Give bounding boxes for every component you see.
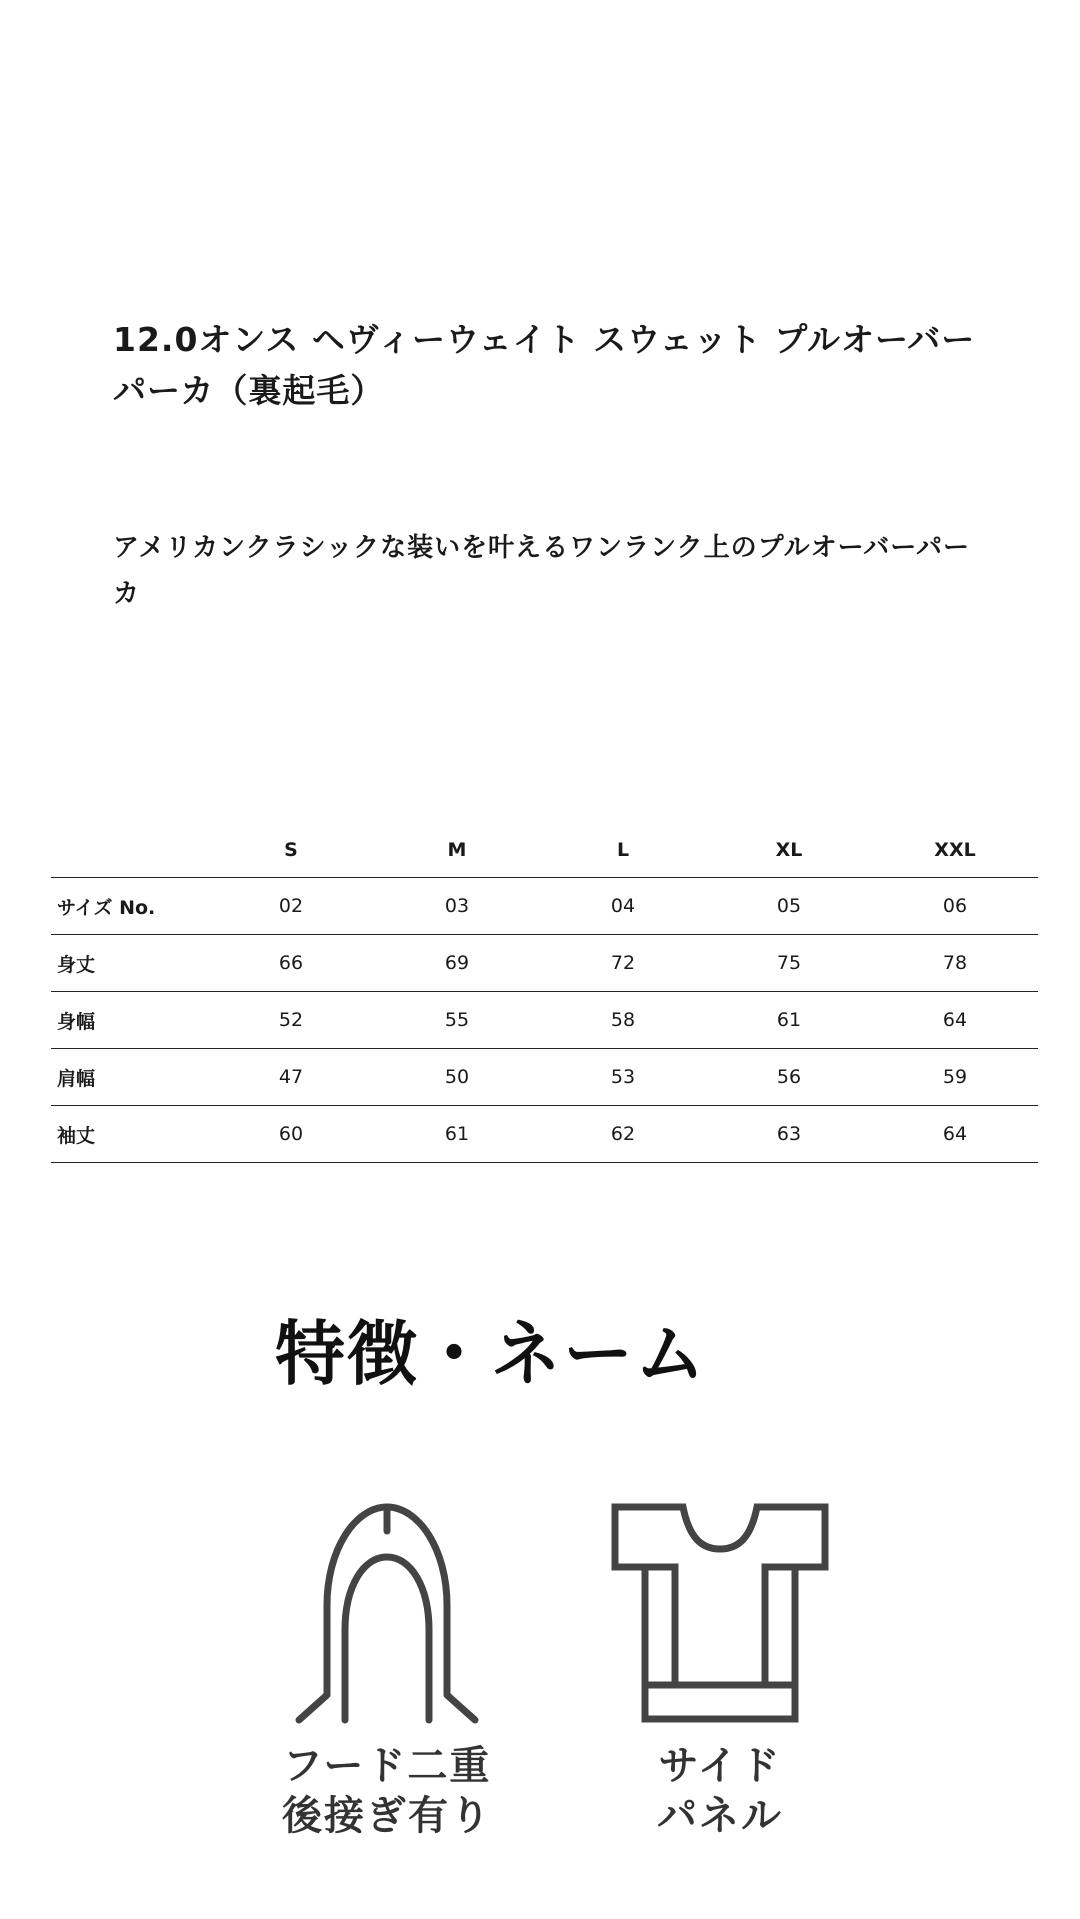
header-size: XXL: [872, 823, 1038, 878]
table-cell: 47: [208, 1049, 374, 1106]
table-row: [51, 1049, 1038, 1106]
table-cell: 55: [374, 992, 540, 1049]
row-label: 肩幅: [51, 1049, 208, 1106]
table-cell: 61: [706, 992, 872, 1049]
table-row: [51, 1106, 1038, 1163]
table-cell: 56: [706, 1049, 872, 1106]
table-cell: 06: [872, 878, 1038, 935]
header-size: M: [374, 823, 540, 878]
side-panel-label: サイド パネル: [657, 1743, 783, 1839]
feature-side-panel: [600, 1495, 840, 1841]
hood-icon: [267, 1495, 507, 1735]
table-cell: 02: [208, 878, 374, 935]
table-cell: 50: [374, 1049, 540, 1106]
table-cell: 72: [540, 935, 706, 992]
table-row: [51, 935, 1038, 992]
row-label: 袖丈: [51, 1106, 208, 1163]
table-cell: 03: [374, 878, 540, 935]
hood-label: フード二重 後接ぎ有り: [282, 1743, 492, 1839]
table-cell: 64: [872, 1106, 1038, 1163]
table-cell: 60: [208, 1106, 374, 1163]
table-cell: 61: [374, 1106, 540, 1163]
size-header-row: [51, 823, 1038, 878]
features-heading: 特徴・ネーム: [275, 1313, 707, 1395]
side-panel-icon: [605, 1495, 835, 1735]
header-size: S: [208, 823, 374, 878]
table-cell: 04: [540, 878, 706, 935]
table-cell: 05: [706, 878, 872, 935]
header-size: XL: [706, 823, 872, 878]
row-label: 身幅: [51, 992, 208, 1049]
table-row: [51, 878, 1038, 935]
table-cell: 59: [872, 1049, 1038, 1106]
header-size: L: [540, 823, 706, 878]
row-label: 身丈: [51, 935, 208, 992]
table-cell: 75: [706, 935, 872, 992]
header-blank: [51, 823, 208, 878]
size-table: [51, 823, 1038, 1163]
feature-hood: [262, 1495, 512, 1841]
table-cell: 64: [872, 992, 1038, 1049]
table-cell: 63: [706, 1106, 872, 1163]
table-cell: 78: [872, 935, 1038, 992]
table-cell: 53: [540, 1049, 706, 1106]
table-cell: 69: [374, 935, 540, 992]
product-title: 12.0オンス ヘヴィーウェイト スウェット プルオーバーパーカ（裏起毛）: [113, 320, 976, 410]
table-cell: 58: [540, 992, 706, 1049]
table-row: [51, 992, 1038, 1049]
table-cell: 52: [208, 992, 374, 1049]
product-subtitle: アメリカンクラシックな装いを叶えるワンランク上のプルオーバーパーカ: [113, 533, 970, 609]
table-cell: 66: [208, 935, 374, 992]
row-label: サイズ No.: [51, 878, 208, 935]
table-cell: 62: [540, 1106, 706, 1163]
